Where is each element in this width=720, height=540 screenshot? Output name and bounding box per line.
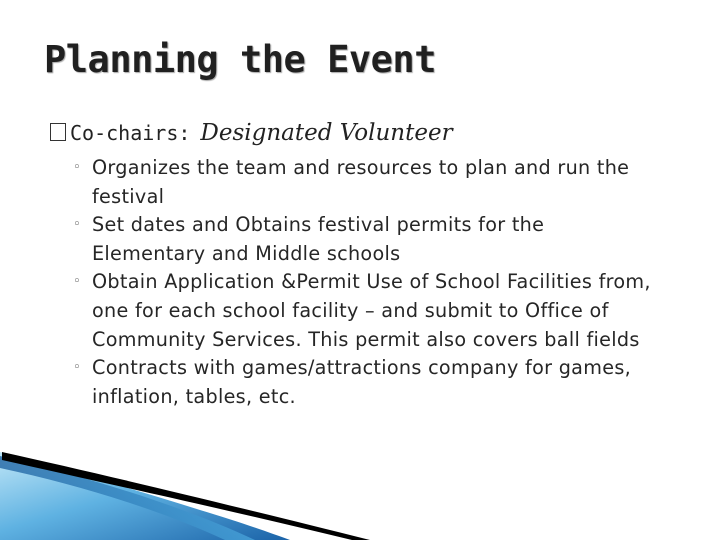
main-bullet-label: Co-chairs: <box>70 121 191 145</box>
slide-content <box>50 118 690 411</box>
list-item <box>50 268 652 354</box>
circle-bullet-icon: ◦ <box>73 160 81 175</box>
list-item-text: Contracts with games/attractions company for games, inflation, tables, etc. <box>92 356 632 408</box>
circle-bullet-icon: ◦ <box>73 360 81 376</box>
list-item-text: Set dates and Obtains festival permits for the Elementary and Middle schools <box>92 213 545 265</box>
main-bullet <box>50 118 690 148</box>
main-bullet-emphasis: Designated Volunteer <box>200 120 453 146</box>
missing-glyph-box-icon <box>50 123 66 141</box>
list-item <box>50 211 652 268</box>
circle-bullet-icon: ◦ <box>73 274 81 290</box>
list-item-text: Organizes the team and resources to plan and run the festival <box>92 156 630 208</box>
circle-bullet-icon: ◦ <box>73 217 81 233</box>
list-item <box>50 154 652 211</box>
slide-title: Planning the Event <box>44 38 436 81</box>
list-item-text: Obtain Application &Permit Use of School Facilities from, one for each school facility – and submit to Office of Community Services. This permit also covers ball fields <box>92 270 651 351</box>
list-item <box>50 354 652 411</box>
sub-bullet-list <box>50 154 690 411</box>
